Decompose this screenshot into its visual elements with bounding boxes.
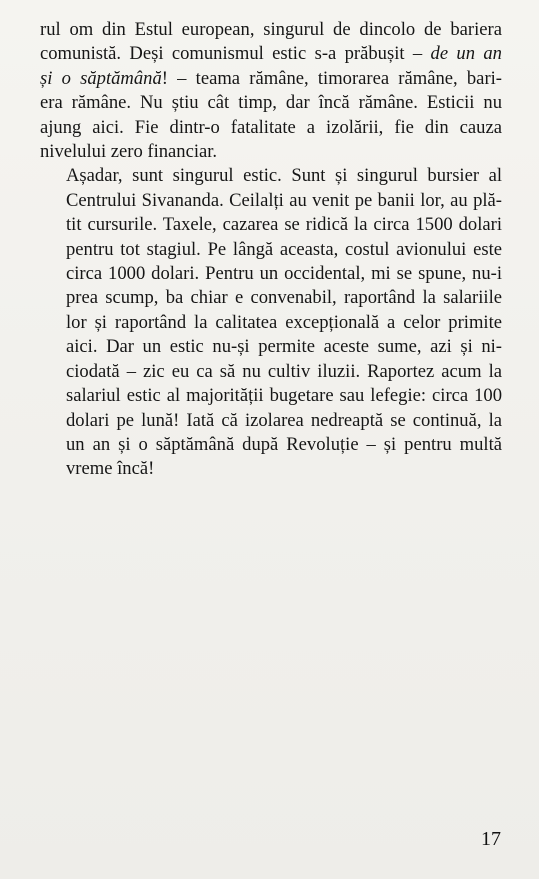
italic-text: și o săptămână	[40, 67, 162, 89]
text-run: Centrului Sivananda. Ceilalți au venit pe banii lor, au plă-	[66, 189, 502, 211]
text-run: ajung aici. Fie dintr-o fatalitate a izolării, fie din cauza	[40, 116, 502, 138]
text-run: Așadar, sunt singurul estic. Sunt și singurul bursier al	[66, 165, 502, 187]
text-run: rul om din Estul european, singurul de dincolo de bariera	[40, 19, 502, 40]
text-run: comunistă. Deși comunismul estic s-a prăbușit –	[40, 43, 431, 65]
text-line	[40, 116, 502, 140]
text-line	[40, 238, 502, 262]
text-run: era rămâne. Nu știu cât timp, dar încă rămâne. Esticii nu	[40, 92, 502, 114]
text-run: pentru tot stagiul. Pe lângă aceasta, costul avionului este	[66, 238, 502, 260]
text-run: circa 1000 dolari. Pentru un occidental, mi se spune, nu-i	[66, 263, 502, 285]
page-number: 17	[481, 828, 501, 850]
text-line	[40, 140, 502, 164]
text-line	[40, 213, 502, 237]
text-run: tit cursurile. Taxele, cazarea se ridică la circa 1500 dolari	[66, 214, 502, 236]
paragraph	[40, 18, 502, 164]
text-run: ciodată – zic eu ca să nu cultiv iluzii. Raportez acum la	[66, 360, 502, 382]
text-run: aici. Dar un estic nu-și permite aceste sume, azi și ni-	[66, 336, 502, 358]
text-line	[40, 409, 502, 433]
text-line	[40, 433, 502, 457]
text-run: nivelului zero financiar.	[40, 141, 218, 163]
text-line	[40, 360, 502, 384]
text-line	[40, 384, 502, 408]
italic-text: de un an	[430, 43, 502, 65]
text-run: ! – teama rămâne, timorarea rămâne, bari-	[161, 67, 502, 89]
text-line	[40, 457, 502, 481]
text-line	[40, 262, 502, 286]
text-line	[40, 311, 502, 335]
text-run: lor și raportând la calitatea excepțională a celor primite	[66, 311, 502, 333]
text-run: salariul estic al majorității bugetare sau lefegie: circa 100	[66, 385, 502, 407]
show-through-text	[36, 445, 506, 815]
text-line	[40, 286, 502, 310]
text-line	[40, 335, 502, 359]
text-line	[40, 164, 502, 188]
text-line	[40, 18, 502, 42]
text-line	[40, 91, 502, 115]
text-line	[40, 67, 502, 91]
text-run: un an și o săptămână după Revoluție – și pentru multă	[66, 433, 502, 455]
text-line	[40, 189, 502, 213]
text-run: vreme încă!	[66, 458, 155, 480]
text-run: dolari pe lună! Iată că izolarea nedreaptă se continuă, la	[66, 409, 502, 431]
body-text	[40, 18, 502, 482]
paragraph	[40, 164, 502, 481]
text-line	[40, 42, 502, 66]
text-run: prea scump, ba chiar e convenabil, raportând la salariile	[66, 287, 502, 309]
